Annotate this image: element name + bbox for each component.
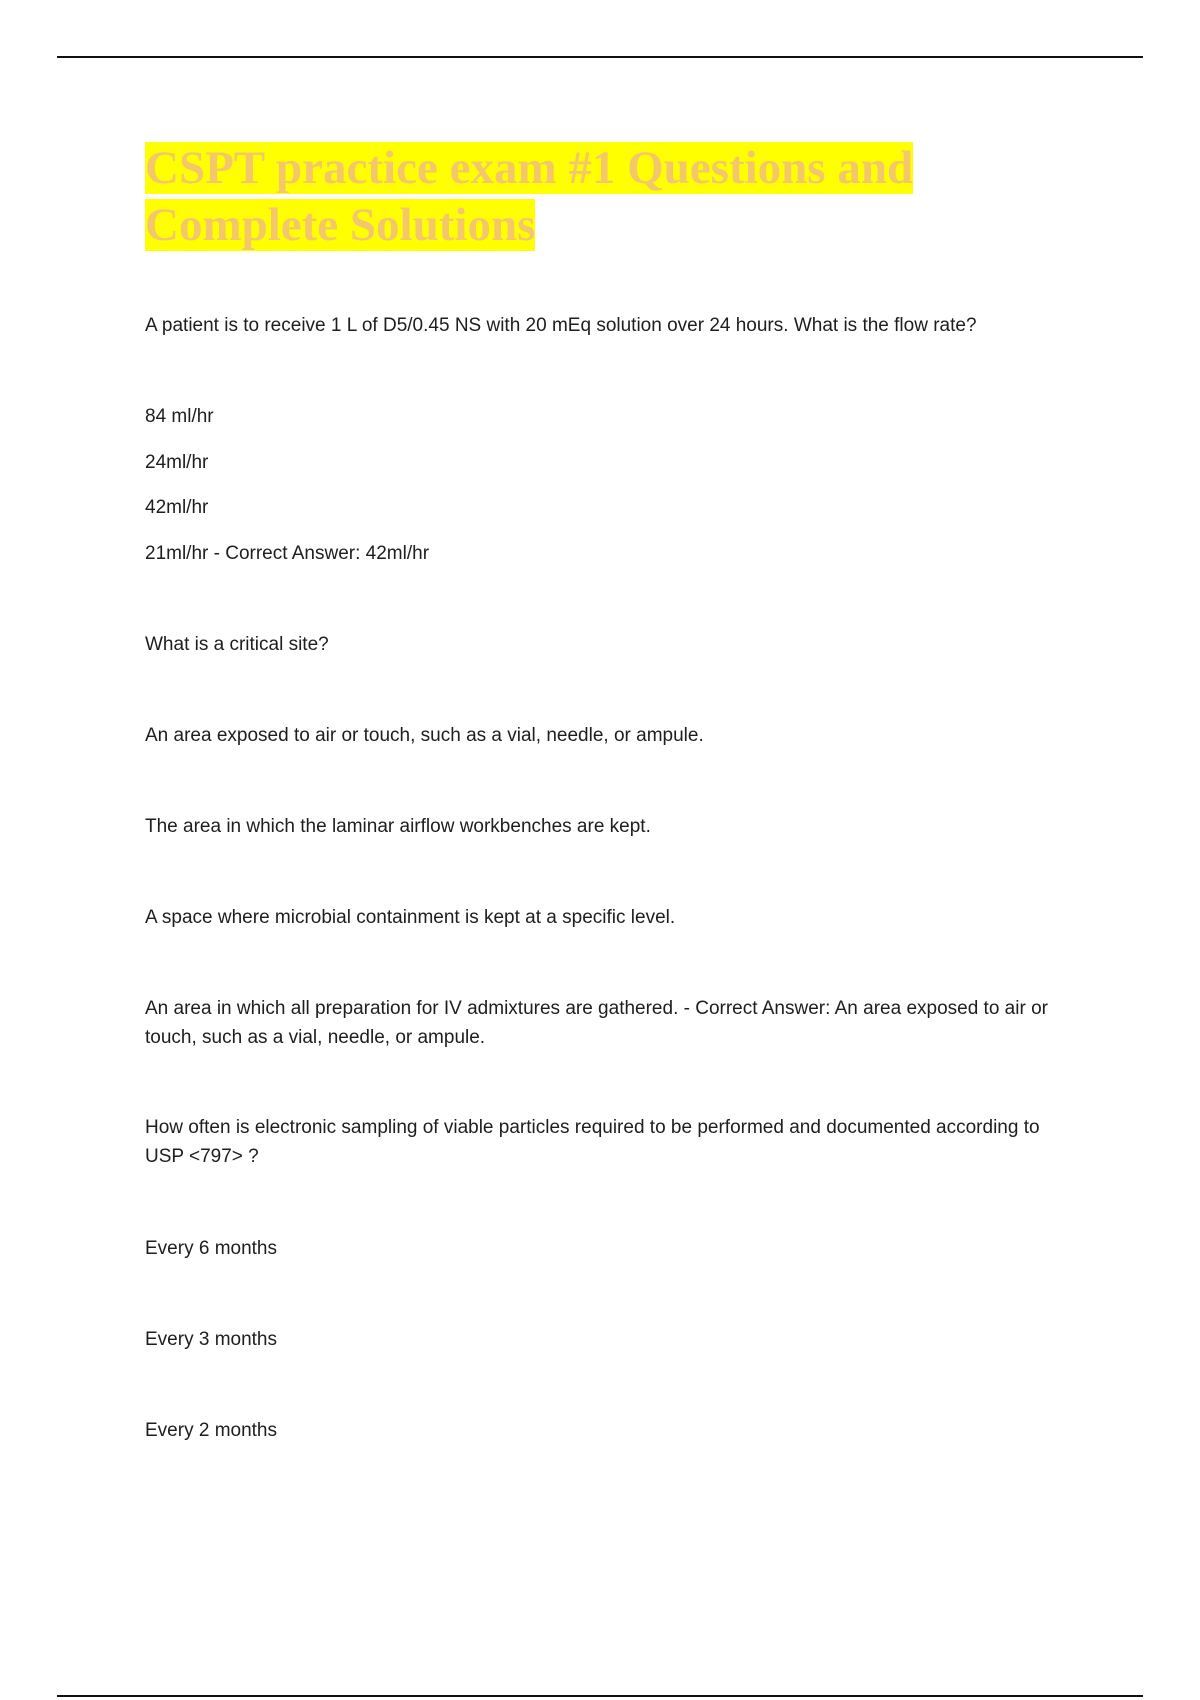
question-1-option-a: 84 ml/hr	[145, 406, 214, 427]
question-2-text: What is a critical site?	[145, 634, 329, 655]
header-rule	[57, 56, 1143, 58]
title-highlight: CSPT practice exam #1 Questions and Complete Solutions	[145, 142, 914, 251]
question-2-option-c: A space where microbial containment is kept at a specific level.	[145, 907, 676, 928]
question-2-option-b: The area in which the laminar airflow workbenches are kept.	[145, 816, 651, 837]
question-3-option-a: Every 6 months	[145, 1238, 277, 1259]
question-3-option-b: Every 3 months	[145, 1329, 277, 1350]
question-3-text: How often is electronic sampling of viable particles required to be performed and documented according to USP <797> ?	[145, 1117, 1040, 1167]
document-title	[145, 140, 1105, 254]
question-1-option-b: 24ml/hr	[145, 452, 209, 473]
question-2-option-a: An area exposed to air or touch, such as a vial, needle, or ampule.	[145, 725, 704, 746]
question-2-option-d-answer: An area in which all preparation for IV admixtures are gathered. - Correct Answer: An area exposed to air or touch, such as a vial, needle, or ampule.	[145, 998, 1048, 1048]
question-1-text: A patient is to receive 1 L of D5/0.45 NS with 20 mEq solution over 24 hours. What is the flow rate?	[145, 315, 977, 336]
footer-rule	[57, 1695, 1143, 1697]
question-1-option-d-answer: 21ml/hr - Correct Answer: 42ml/hr	[145, 543, 430, 564]
question-3-option-c: Every 2 months	[145, 1420, 277, 1441]
question-1-option-c: 42ml/hr	[145, 497, 209, 518]
